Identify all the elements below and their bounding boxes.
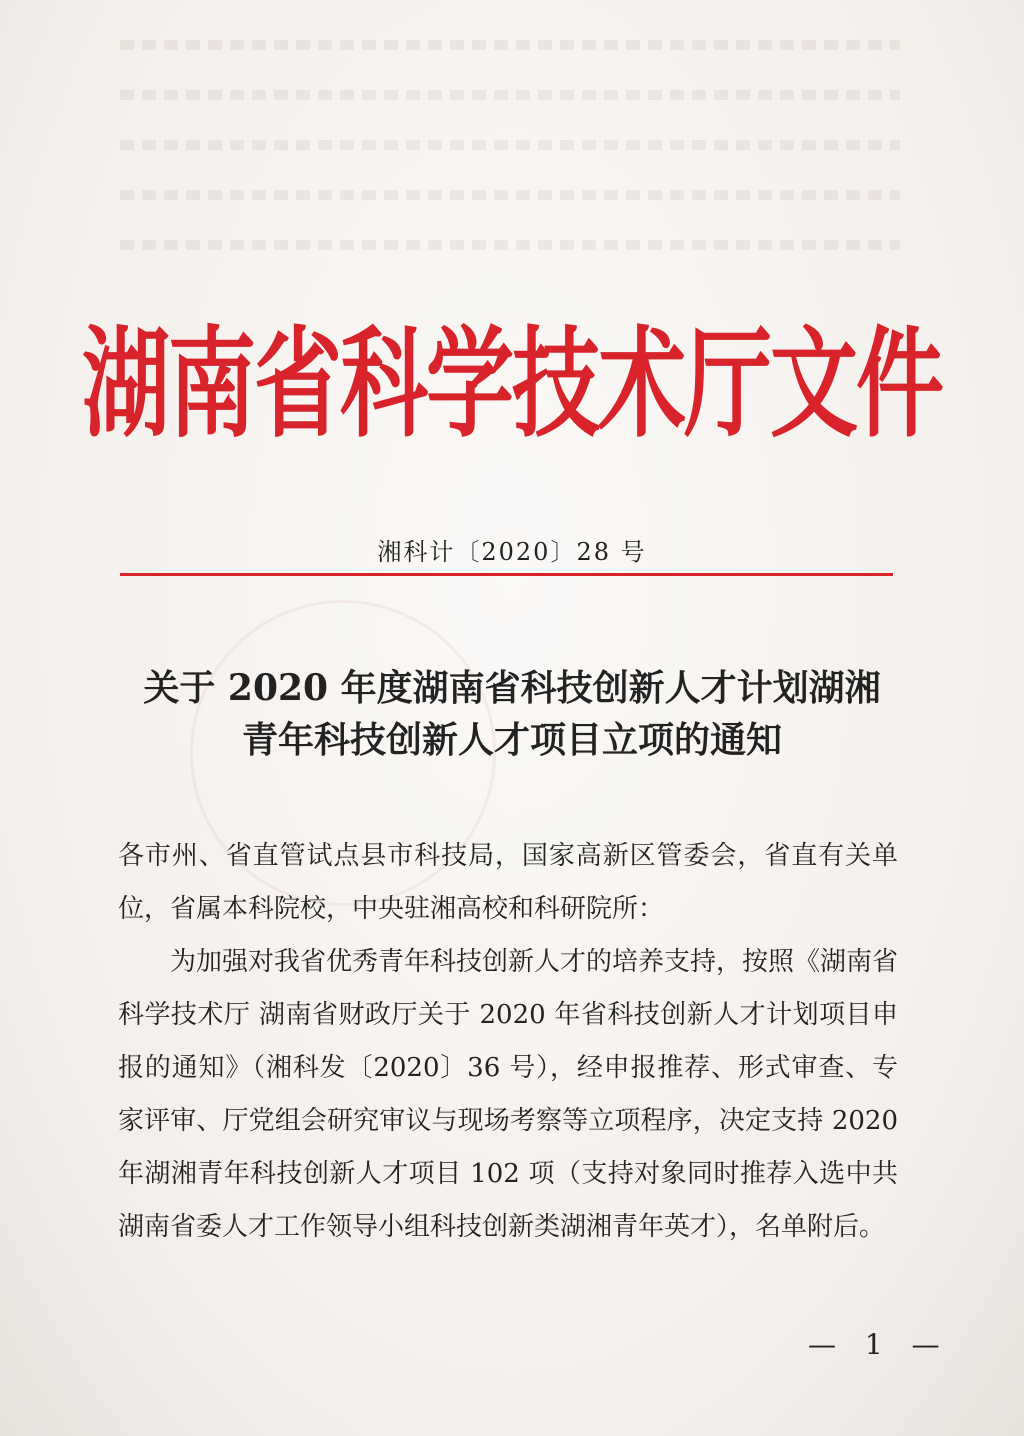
addressee-paragraph: 各市州、省直管试点县市科技局，国家高新区管委会，省直有关单位，省属本科院校，中央驻湘高校和科研院所： (118, 841, 898, 924)
page-number: — 1 — (808, 1328, 950, 1361)
red-divider-line (120, 573, 893, 576)
document-number: 湘科计〔2020〕28 号 (377, 538, 647, 566)
document-header-title: 湖南省科学技术厅文件 (81, 314, 942, 454)
show-through-text (0, 0, 1024, 330)
document-body (118, 830, 898, 1254)
notice-title-line-1: 关于 2020 年度湖南省科技创新人才计划湖湘 (143, 667, 881, 709)
body-paragraph-1: 为加强对我省优秀青年科技创新人才的培养支持，按照《湖南省科学技术厅 湖南省财政厅关于 2020 年省科技创新人才计划项目申报的通知》（湘科发〔2020〕36 号），经申报推荐、形式审查、专家评审、厅党组会研究审议与现场考察等立项程序，决定支持 2020 年湖湘青年科技创新人才项目 102 项（支持对象同时推荐入选中共湖南省委人才工作领导小组科技创新类湖湘青年英才），名单附后。 (118, 947, 899, 1242)
notice-title (130, 662, 894, 766)
notice-title-line-2: 青年科技创新人才项目立项的通知 (241, 719, 782, 761)
